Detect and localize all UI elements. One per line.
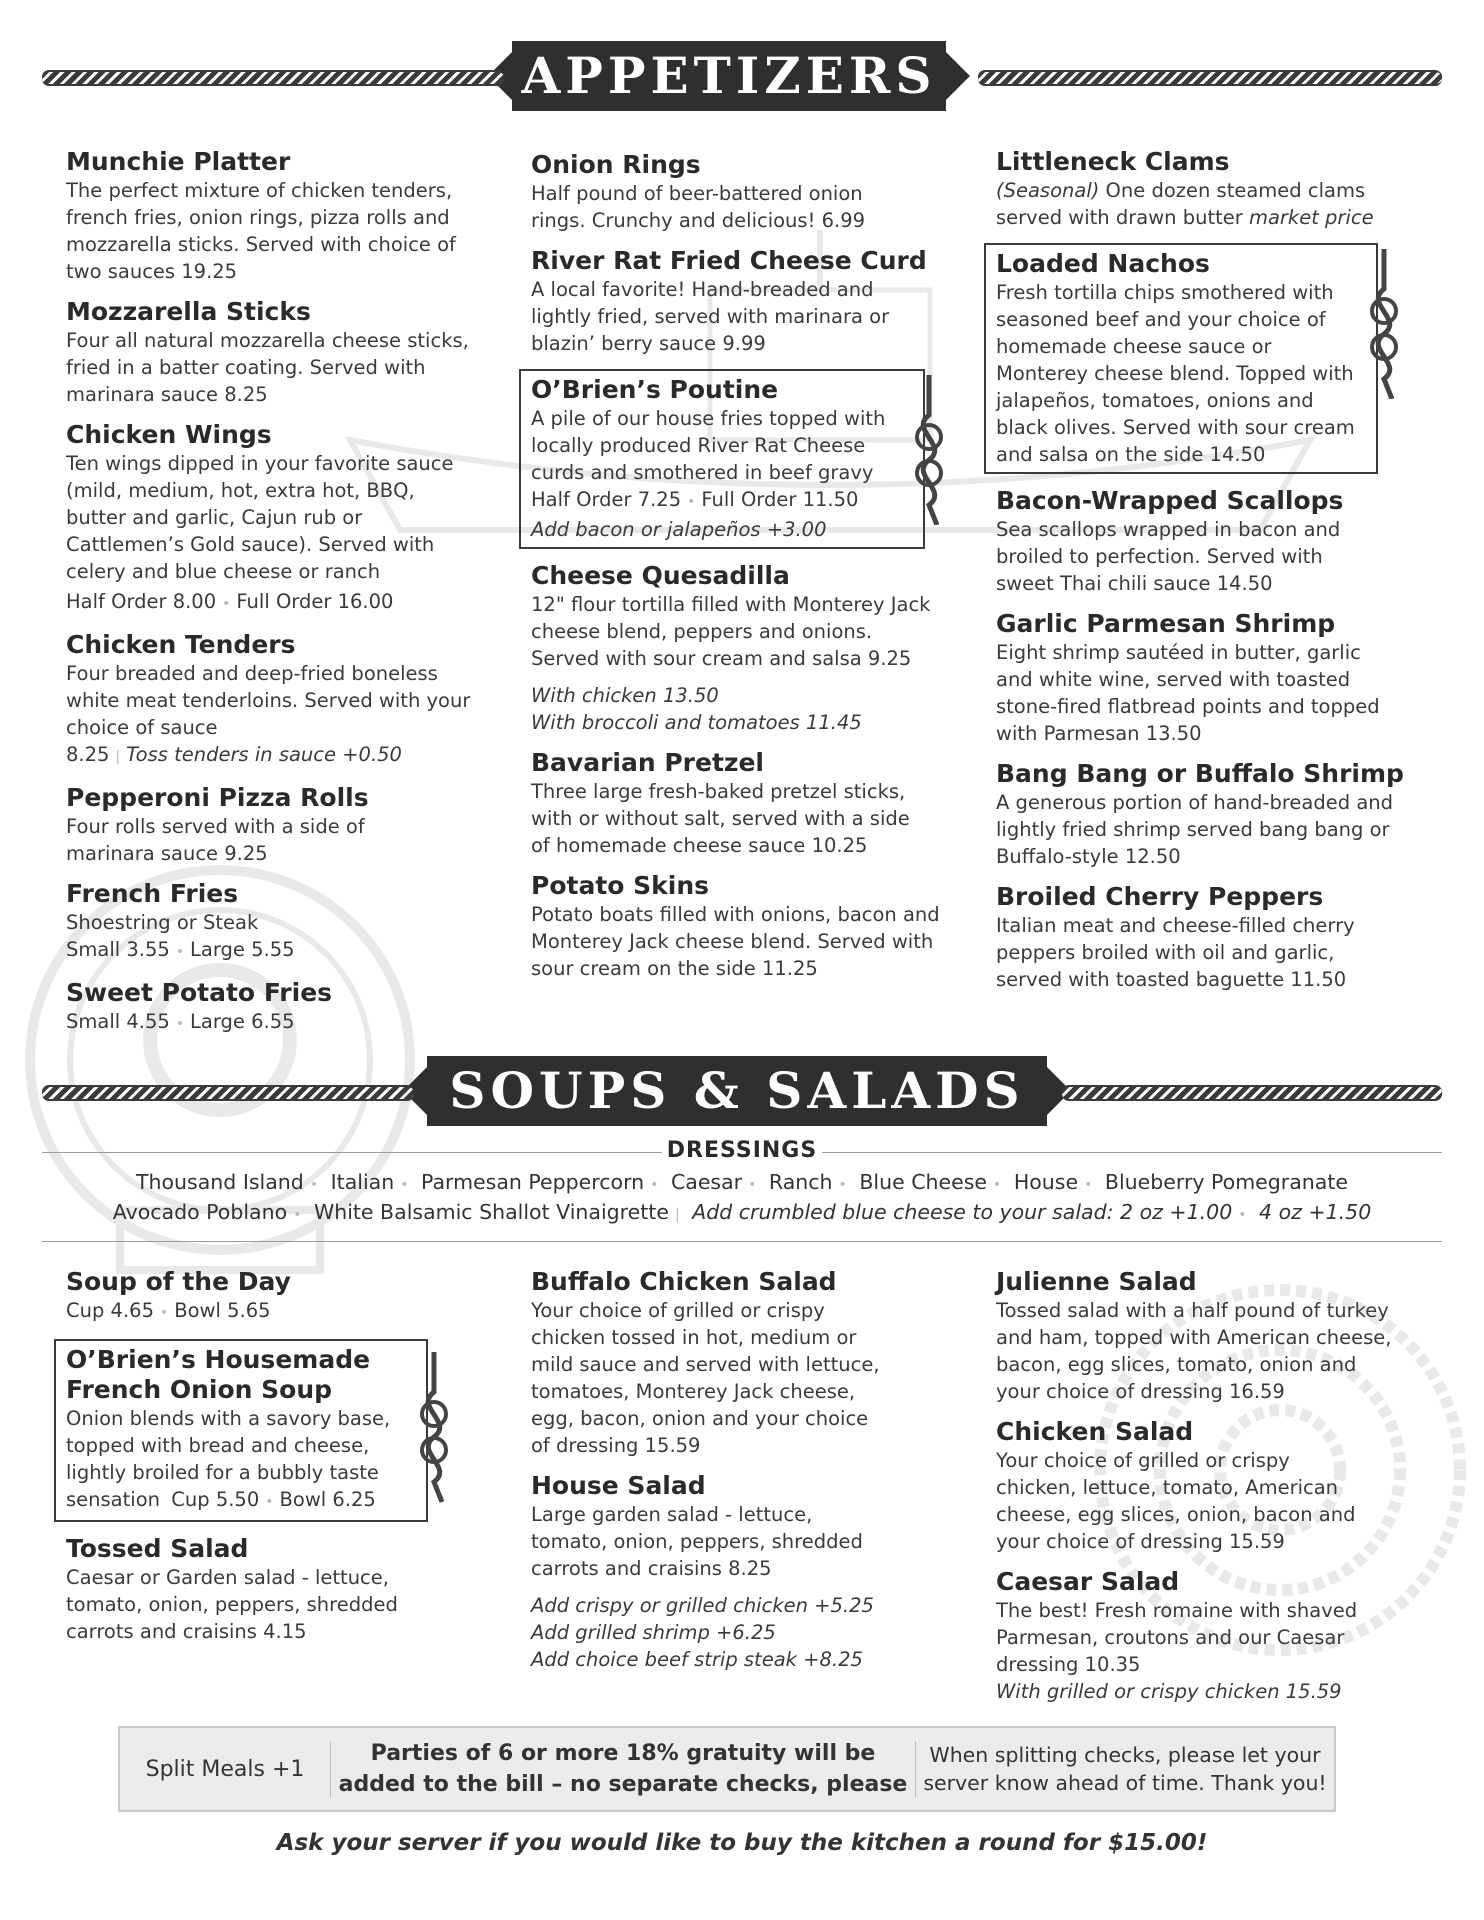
item-desc: A generous portion of hand-breaded and lightly fried shrimp served bang bang or Buffalo-style 12.50 (996, 791, 1394, 868)
item-name: Loaded Nachos (996, 249, 1210, 278)
item-desc: Potato boats filled with onions, bacon and Monterey Jack cheese blend. Served with sour cream on the side 11.25 (531, 903, 940, 980)
menu-item (996, 1417, 1416, 1555)
dot-separator: • (293, 1207, 302, 1223)
dressing-option: Parmesan Peppercorn (421, 1170, 645, 1194)
menu-item (996, 486, 1416, 597)
checks-line: When splitting checks, please let your (929, 1743, 1321, 1767)
menu-item (996, 609, 1416, 747)
item-name: O’Brien’s Poutine (531, 375, 779, 404)
menu-item (531, 1267, 931, 1459)
item-name: River Rat Fried Cheese Curd (531, 246, 927, 275)
rope-knot-icon (414, 1347, 454, 1507)
item-desc: Eight shrimp sautéed in butter, garlic and white wine, served with toasted stone-fired flatbread points and topped with Parmesan 13.50 (996, 641, 1380, 745)
menu-item (996, 1567, 1416, 1705)
rope-knot-icon (909, 375, 949, 525)
item-name: Munchie Platter (66, 147, 291, 176)
item-desc: A pile of our house fries topped with locally produced River Rat Cheese curds and smothered in beef gravy (531, 407, 886, 484)
item-name: Tossed Salad (66, 1534, 249, 1563)
item-name: Chicken Salad (996, 1417, 1194, 1446)
item-desc: 12" flour tortilla filled with Monterey Jack cheese blend, peppers and onions. Served with sour cream and salsa 9.25 (531, 593, 931, 670)
item-note: With broccoli and tomatoes 11.45 (531, 711, 862, 734)
policy-box (118, 1726, 1336, 1812)
appetizers-header: APPETIZERS (512, 41, 946, 111)
bar-separator: | (674, 1207, 680, 1223)
dressings-row-2 (42, 1199, 1442, 1229)
menu-item (66, 1267, 476, 1327)
featured-item-box (984, 243, 1378, 474)
rope-divider-right (978, 70, 1442, 86)
menu-item (996, 759, 1416, 870)
item-desc: Italian meat and cheese-filled cherry peppers broiled with oil and garlic, served with toasted baguette 11.50 (996, 914, 1355, 991)
divider-line (822, 1152, 1442, 1153)
item-note: Add bacon or jalapeños +3.00 (531, 518, 827, 541)
dressing-option: Italian (330, 1170, 395, 1194)
dot-separator: • (838, 1177, 847, 1193)
addon-note: 4 oz +1.50 (1259, 1200, 1372, 1224)
item-desc-text: One dozen steamed clams served with drawn butter (996, 179, 1366, 229)
item-note: With chicken 13.50 (531, 684, 719, 707)
dot-separator: • (687, 494, 696, 510)
dressing-option: House (1013, 1170, 1079, 1194)
dressing-option: Thousand Island (136, 1170, 304, 1194)
split-checks-note (916, 1741, 1334, 1797)
appetizers-column-1 (66, 147, 476, 1050)
item-desc: Four rolls served with a side of marinara sauce 9.25 (66, 815, 365, 865)
item-name: Bavarian Pretzel (531, 748, 764, 777)
price-half: Half Order 7.25 (531, 488, 682, 511)
item-name: Chicken Tenders (66, 630, 296, 659)
item-name: Littleneck Clams (996, 147, 1230, 176)
item-prices (165, 1488, 376, 1511)
appetizers-column-2 (531, 150, 951, 994)
divider-line (42, 1241, 1442, 1242)
item-prices (531, 486, 913, 516)
price-cup: Cup 5.50 (171, 1488, 260, 1511)
item-desc: Fresh tortilla chips smothered with seasoned beef and your choice of homemade cheese sauce or Monterey cheese blend. Topped with jalapeños, tomatoes, onions and black olives. Served with sour cream and salsa on the side 14.50 (996, 281, 1355, 466)
price: market price (1248, 206, 1374, 229)
menu-item (66, 978, 476, 1038)
gratuity-line: added to the bill – no separate checks, please (338, 1772, 908, 1797)
item-name: Mozzarella Sticks (66, 297, 311, 326)
item-desc: Half pound of beer-battered onion rings. Crunchy and delicious! 6.99 (531, 182, 866, 232)
dot-separator: • (222, 596, 231, 612)
item-prices (66, 1297, 476, 1327)
dot-separator: • (1084, 1177, 1093, 1193)
item-note: Add choice beef strip steak +8.25 (531, 1648, 863, 1671)
item-prices (66, 588, 476, 618)
appetizers-banner (0, 41, 1484, 111)
dot-separator: • (265, 1494, 274, 1510)
item-desc: Caesar or Garden salad - lettuce, tomato, onion, peppers, shredded carrots and craisins 4.15 (66, 1566, 398, 1643)
item-name: Onion Rings (531, 150, 701, 179)
item-name: Sweet Potato Fries (66, 978, 333, 1007)
kitchen-round-note: Ask your server if you would like to buy the kitchen a round for $15.00! (276, 1830, 1208, 1856)
item-note: Add crispy or grilled chicken +5.25 (531, 1594, 874, 1617)
menu-item (996, 882, 1416, 993)
item-name: Caesar Salad (996, 1567, 1180, 1596)
soups-column-1 (66, 1267, 476, 1657)
item-name: O’Brien’s Housemade (66, 1345, 371, 1374)
split-meals-note: Split Meals +1 (145, 1756, 305, 1782)
item-name: Cheese Quesadilla (531, 561, 790, 590)
item-prices (66, 741, 476, 771)
dot-separator: • (1238, 1207, 1247, 1223)
item-prices (66, 936, 476, 966)
menu-item (66, 783, 476, 867)
dressing-option: Avocado Poblano (112, 1200, 288, 1224)
price-full: Full Order 16.00 (236, 590, 394, 613)
menu-item (531, 1471, 931, 1673)
dressing-option: Blueberry Pomegranate (1104, 1170, 1348, 1194)
seasonal-tag: (Seasonal) (996, 179, 1100, 202)
item-name: Bang Bang or Buffalo Shrimp (996, 759, 1404, 788)
dressing-option: White Balsamic Shallot Vinaigrette (313, 1200, 669, 1224)
item-desc: Ten wings dipped in your favorite sauce (mild, medium, hot, extra hot, BBQ, butter and garlic, Cajun rub or Cattlemen’s Gold sauce). Served with celery and blue cheese or ranch (66, 452, 454, 583)
dot-separator: • (400, 1177, 409, 1193)
item-name: Broiled Cherry Peppers (996, 882, 1324, 911)
item-desc: The best! Fresh romaine with shaved Parmesan, croutons and our Caesar dressing 10.35 (996, 1599, 1358, 1676)
bar-separator: | (115, 749, 121, 765)
menu-item (531, 871, 951, 982)
soups-column-2 (531, 1267, 931, 1685)
item-desc: Your choice of grilled or crispy chicken tossed in hot, medium or mild sauce and served with lettuce, tomatoes, Monterey Jack cheese, egg, bacon, onion and your choice of dressing 15.59 (531, 1299, 880, 1457)
menu-item (66, 879, 476, 966)
price-half: Half Order 8.00 (66, 590, 217, 613)
item-name: Chicken Wings (66, 420, 272, 449)
item-desc: Four breaded and deep-fried boneless white meat tenderloins. Served with your choice of sauce (66, 662, 471, 739)
menu-item (66, 420, 476, 618)
price-large: Large 6.55 (190, 1010, 295, 1033)
dot-separator: • (159, 1305, 169, 1321)
menu-item (531, 748, 951, 859)
dot-separator: • (309, 1177, 319, 1193)
gratuity-line: Parties of 6 or more 18% gratuity will be (370, 1741, 876, 1766)
item-name: Garlic Parmesan Shrimp (996, 609, 1336, 638)
item-desc: Onion blends with a savory base, topped with bread and cheese, lightly broiled for a bubbly taste sensation (66, 1407, 391, 1511)
item-desc: Four all natural mozzarella cheese sticks, fried in a batter coating. Served with marinara sauce 8.25 (66, 329, 469, 406)
dressings-section (42, 1138, 1442, 1242)
dressing-option: Blue Cheese (859, 1170, 988, 1194)
item-name: French Onion Soup (66, 1375, 333, 1404)
menu-item (531, 246, 951, 357)
item-name: Julienne Salad (996, 1267, 1197, 1296)
price-small: Small 4.55 (66, 1010, 170, 1033)
rope-divider-right (1062, 1085, 1442, 1101)
rope-divider-left (42, 1085, 414, 1101)
menu-item (66, 630, 476, 771)
divider-line (42, 1152, 662, 1153)
menu-item (996, 147, 1416, 231)
rope-knot-icon (1364, 249, 1404, 399)
menu-item (531, 150, 951, 234)
item-desc: Large garden salad - lettuce, tomato, onion, peppers, shredded carrots and craisins 8.25 (531, 1503, 863, 1580)
item-name: French Fries (66, 879, 239, 908)
item-desc: Shoestring or Steak (66, 911, 259, 934)
checks-line: server know ahead of time. Thank you! (923, 1771, 1327, 1795)
item-desc: The perfect mixture of chicken tenders, french fries, onion rings, pizza rolls and mozzarella sticks. Served with choice of two sauces 19.25 (66, 179, 456, 283)
dressing-option: Caesar (670, 1170, 743, 1194)
menu-item (66, 147, 476, 285)
menu-item (531, 561, 951, 736)
dot-separator: • (748, 1177, 757, 1193)
price-large: Large 5.55 (190, 938, 295, 961)
featured-item-box (519, 369, 925, 549)
item-desc: Tossed salad with a half pound of turkey and ham, topped with American cheese, bacon, egg slices, tomato, onion and your choice of dressing 16.59 (996, 1299, 1392, 1403)
item-desc: A local favorite! Hand-breaded and lightly fried, served with marinara or blazin’ berry sauce 9.99 (531, 278, 890, 355)
item-name: Potato Skins (531, 871, 710, 900)
menu-item (66, 297, 476, 408)
item-note: With grilled or crispy chicken 15.59 (996, 1680, 1342, 1703)
item-name: Bacon-Wrapped Scallops (996, 486, 1344, 515)
menu-item (66, 1534, 476, 1645)
dot-separator: • (175, 1016, 185, 1032)
price-full: Full Order 11.50 (701, 488, 859, 511)
item-name: Buffalo Chicken Salad (531, 1267, 837, 1296)
item-prices (66, 1008, 476, 1038)
item-desc: Sea scallops wrapped in bacon and broiled to perfection. Served with sweet Thai chili sauce 14.50 (996, 518, 1341, 595)
dot-separator: • (650, 1177, 659, 1193)
item-desc (996, 177, 1406, 231)
item-note: Toss tenders in sauce +0.50 (126, 743, 402, 766)
rope-divider-left (42, 70, 504, 86)
dressings-title: DRESSINGS (666, 1138, 818, 1163)
soups-salads-header: SOUPS & SALADS (427, 1056, 1047, 1126)
dot-separator: • (175, 944, 185, 960)
item-note: Add grilled shrimp +6.25 (531, 1621, 776, 1644)
item-desc: Your choice of grilled or crispy chicken, lettuce, tomato, American cheese, egg slices, onion, bacon and your choice of dressing 15.59 (996, 1449, 1356, 1553)
dressings-row-1 (42, 1169, 1442, 1199)
featured-item-box (54, 1339, 428, 1522)
price: 8.25 (66, 743, 110, 766)
price-bowl: Bowl 6.25 (279, 1488, 376, 1511)
appetizers-column-3 (996, 147, 1416, 1005)
price-small: Small 3.55 (66, 938, 170, 961)
addon-note: Add crumbled blue cheese to your salad: 2 oz +1.00 (692, 1200, 1233, 1224)
item-desc: Three large fresh-baked pretzel sticks, with or without salt, served with a side of homemade cheese sauce 10.25 (531, 780, 910, 857)
item-name: Pepperoni Pizza Rolls (66, 783, 369, 812)
dot-separator: • (993, 1177, 1002, 1193)
price-cup: Cup 4.65 (66, 1299, 154, 1322)
menu-item (996, 1267, 1416, 1405)
price-bowl: Bowl 5.65 (174, 1299, 271, 1322)
soups-column-3 (996, 1267, 1416, 1717)
soups-salads-banner (0, 1056, 1484, 1126)
gratuity-note (331, 1738, 915, 1800)
dressing-option: Ranch (768, 1170, 833, 1194)
item-name: House Salad (531, 1471, 706, 1500)
item-name: Soup of the Day (66, 1267, 291, 1296)
